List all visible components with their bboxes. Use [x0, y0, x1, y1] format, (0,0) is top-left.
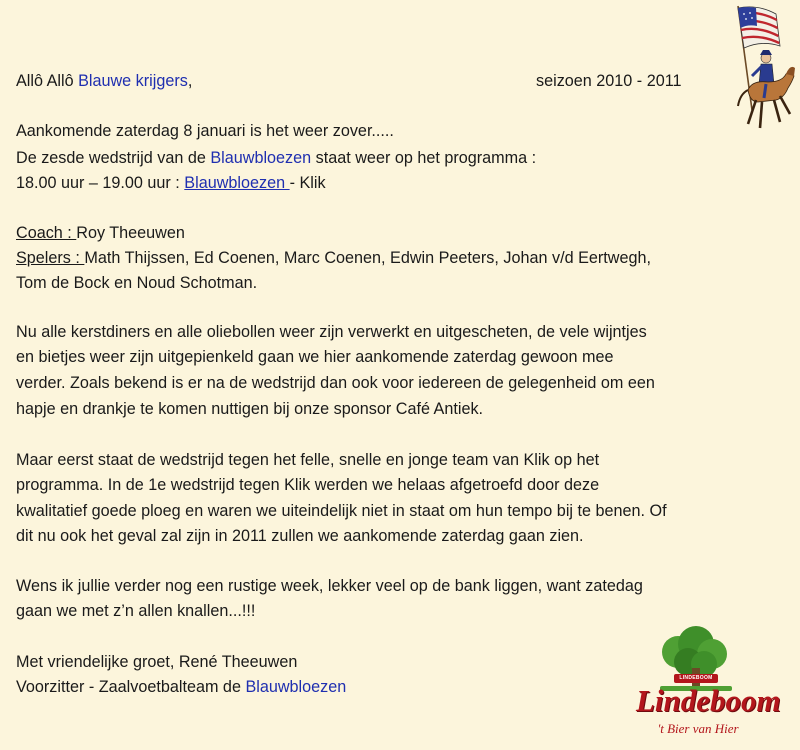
paragraph2-line: dit nu ook het geval zal zijn in 2011 zullen we aankomende zaterdag gaan zien. — [16, 527, 584, 545]
flag-rider-illustration — [718, 2, 798, 134]
opponent-label: - Klik — [289, 174, 326, 192]
coach-label: Coach : — [16, 224, 77, 242]
paragraph2-line: programma. In de 1e wedstrijd tegen Klik werden we helaas afgetroefd door deze — [16, 476, 600, 494]
team-link[interactable]: Blauwbloezen — [184, 174, 290, 192]
paragraph3-line: gaan we met z’n allen knallen...!!! — [16, 602, 256, 620]
role-team: Blauwbloezen — [245, 678, 347, 696]
paragraph1-line: verder. Zoals bekend is er na de wedstrijd dan ook voor iedereen de gelegenheid om een — [16, 374, 655, 392]
greeting-prefix: Allô Allô — [16, 72, 79, 90]
sponsor-tagline: 't Bier van Hier — [657, 721, 739, 736]
sponsor-ribbon: LINDEBOOM — [679, 675, 713, 681]
greeting-suffix: , — [187, 72, 193, 90]
season-label: seizoen 2010 - 2011 — [536, 72, 682, 90]
intro-line-2-team: Blauwbloezen — [210, 149, 312, 167]
coach-name: Roy Theeuwen — [76, 224, 185, 242]
sponsor-brand: Lindeboom — [636, 683, 781, 718]
intro-line-1: Aankomende zaterdag 8 januari is het weer zover..... — [16, 122, 394, 140]
intro-line-3 — [16, 173, 326, 193]
sponsor-logo — [630, 624, 781, 744]
players-line-1 — [16, 248, 651, 268]
intro-line-2-prefix: De zesde wedstrijd van de — [16, 149, 211, 167]
paragraph1-line: en bietjes weer zijn uitgepienkeld gaan we hier aankomende zaterdag gewoon mee — [16, 348, 614, 366]
paragraph1-line: hapje en drankje te komen nuttigen bij onze sponsor Café Antiek. — [16, 400, 484, 418]
role-prefix: Voorzitter - Zaalvoetbalteam de — [16, 678, 246, 696]
paragraph2-line: kwalitatief goede ploeg en waren we uiteindelijk niet in staat om hun tempo bij te benen. Of — [16, 502, 667, 520]
intro-line-2-suffix: staat weer op het programma : — [311, 149, 537, 167]
regards-line: Met vriendelijke groet, René Theeuwen — [16, 653, 298, 671]
players-names-1: Math Thijssen, Ed Coenen, Marc Coenen, Edwin Peeters, Johan v/d Eertwegh, — [84, 249, 651, 267]
intro-line-2 — [16, 148, 536, 168]
coach-line — [16, 223, 185, 243]
paragraph1-line: Nu alle kerstdiners en alle oliebollen weer zijn verwerkt en uitgescheten, de vele wijntjes — [16, 323, 647, 341]
signature-role-line — [16, 677, 346, 697]
players-label: Spelers : — [16, 249, 85, 267]
paragraph2-line: Maar eerst staat de wedstrijd tegen het felle, snelle en jonge team van Klik op het — [16, 451, 600, 469]
players-line-2: Tom de Bock en Noud Schotman. — [16, 274, 258, 292]
match-time: 18.00 uur – 19.00 uur : — [16, 174, 185, 192]
paragraph3-line: Wens ik jullie verder nog een rustige week, lekker veel op de bank liggen, want zatedag — [16, 577, 643, 595]
greeting-line — [16, 71, 192, 91]
greeting-team-name: Blauwe krijgers — [78, 72, 188, 90]
